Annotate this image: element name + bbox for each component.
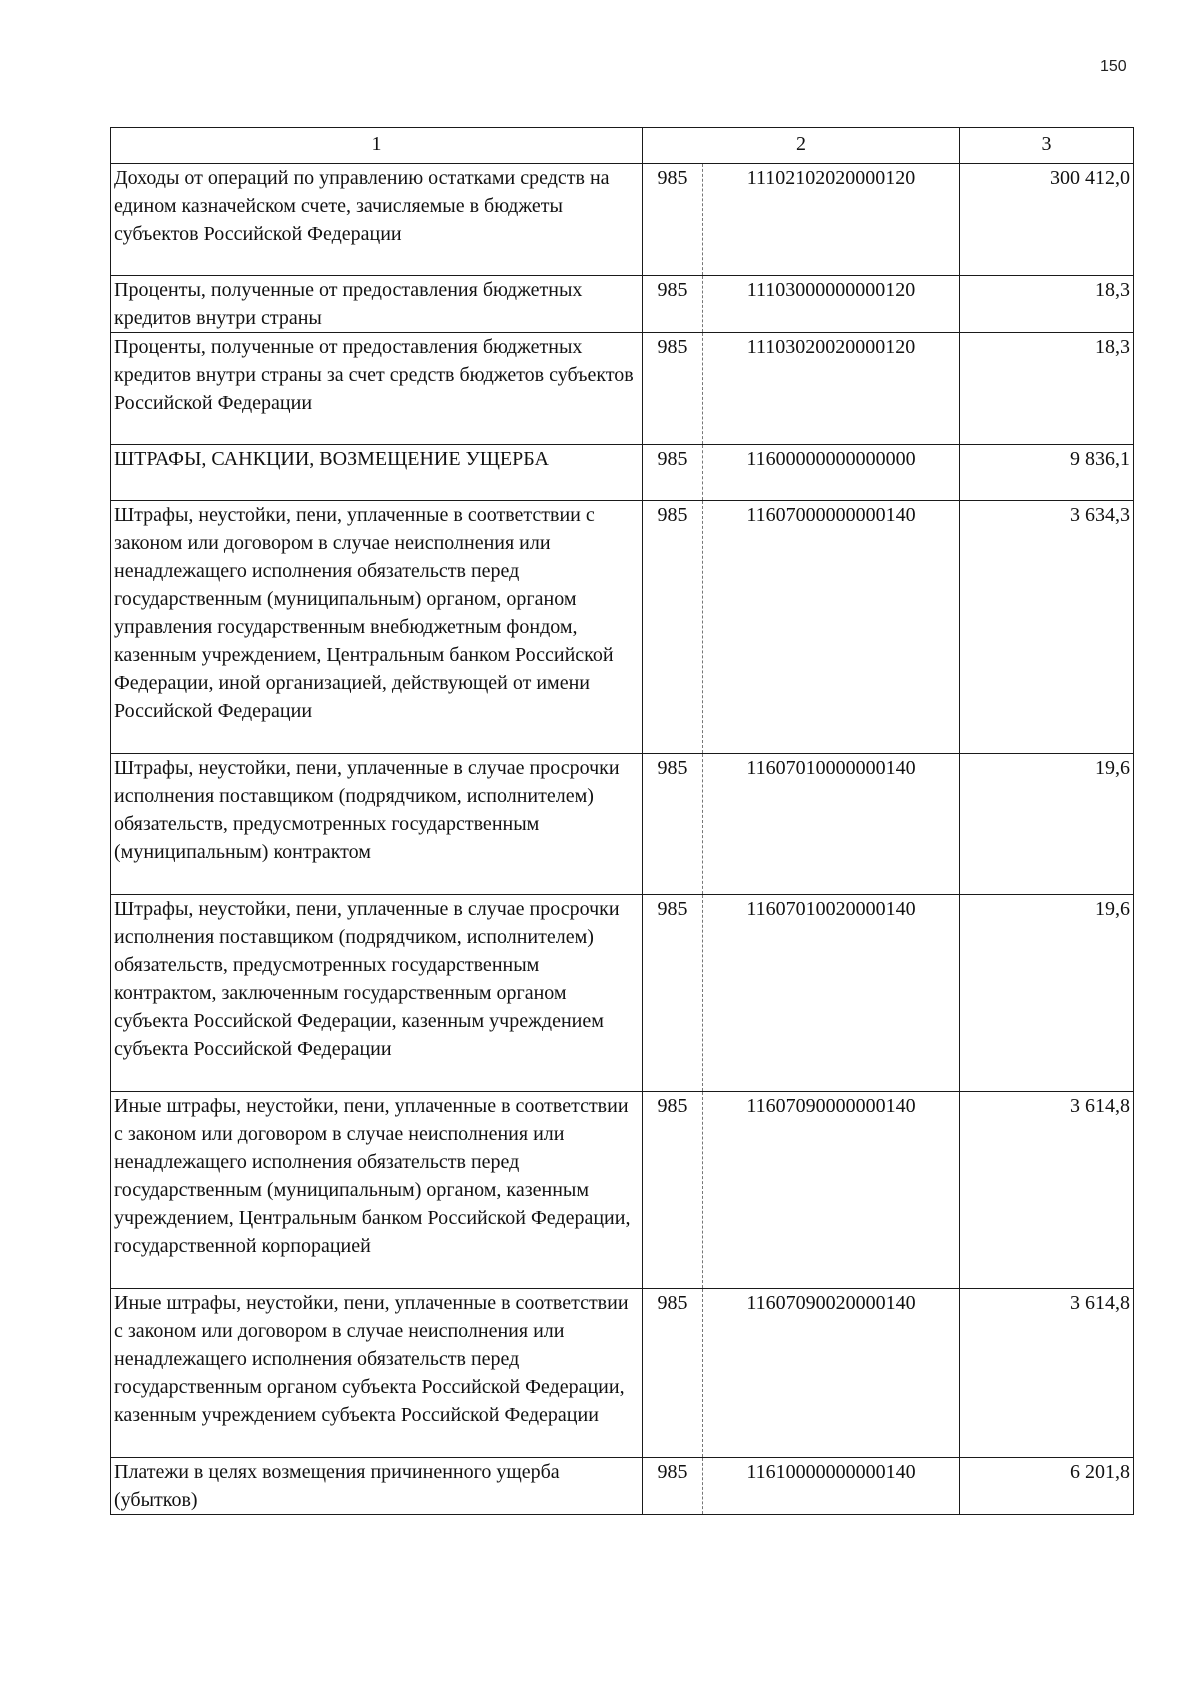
row-amount: 300 412,0	[960, 164, 1134, 276]
row-amount: 6 201,8	[960, 1458, 1134, 1515]
table-row	[111, 445, 1134, 501]
row-name: Проценты, полученные от предоставления бюджетных кредитов внутри страны за счет средств бюджетов субъектов Российской Федерации	[111, 333, 643, 445]
row-amount: 19,6	[960, 754, 1134, 895]
table-row	[111, 276, 1134, 333]
row-budget-code: 11103020020000120	[703, 333, 960, 445]
header-col-3: 3	[960, 128, 1134, 164]
row-admin-code: 985	[643, 501, 703, 754]
row-admin-code: 985	[643, 754, 703, 895]
row-budget-code: 11607090000000140	[703, 1092, 960, 1289]
row-budget-code: 11607000000000140	[703, 501, 960, 754]
row-name: ШТРАФЫ, САНКЦИИ, ВОЗМЕЩЕНИЕ УЩЕРБА	[111, 445, 643, 501]
row-name: Штрафы, неустойки, пени, уплаченные в случае просрочки исполнения поставщиком (подрядчиком, исполнителем) обязательств, предусмотренных государственным контрактом, заключенным государственным органом субъекта Российской Федерации, казенным учреждением субъекта Российской Федерации	[111, 895, 643, 1092]
row-amount: 18,3	[960, 276, 1134, 333]
row-admin-code: 985	[643, 1458, 703, 1515]
row-budget-code: 11610000000000140	[703, 1458, 960, 1515]
header-col-2: 2	[643, 128, 960, 164]
row-amount: 18,3	[960, 333, 1134, 445]
page-number: 150	[1100, 58, 1127, 75]
row-admin-code: 985	[643, 445, 703, 501]
row-budget-code: 11102102020000120	[703, 164, 960, 276]
table-row	[111, 754, 1134, 895]
row-name: Иные штрафы, неустойки, пени, уплаченные в соответствии с законом или договором в случае неисполнения или ненадлежащего исполнения обязательств перед государственным (муниципальным) органом, казенным учреждением, Центральным банком Российской Федерации, государственной корпорацией	[111, 1092, 643, 1289]
row-budget-code: 11600000000000000	[703, 445, 960, 501]
table-row	[111, 895, 1134, 1092]
row-amount: 3 634,3	[960, 501, 1134, 754]
row-budget-code: 11103000000000120	[703, 276, 960, 333]
row-name: Иные штрафы, неустойки, пени, уплаченные в соответствии с законом или договором в случае неисполнения или ненадлежащего исполнения обязательств перед государственным органом субъекта Российской Федерации, казенным учреждением субъекта Российской Федерации	[111, 1289, 643, 1458]
table-row	[111, 1289, 1134, 1458]
row-amount: 9 836,1	[960, 445, 1134, 501]
row-name: Штрафы, неустойки, пени, уплаченные в случае просрочки исполнения поставщиком (подрядчиком, исполнителем) обязательств, предусмотренных государственным (муниципальным) контрактом	[111, 754, 643, 895]
row-admin-code: 985	[643, 276, 703, 333]
row-budget-code: 11607010000000140	[703, 754, 960, 895]
row-amount: 3 614,8	[960, 1092, 1134, 1289]
row-amount: 3 614,8	[960, 1289, 1134, 1458]
table-row	[111, 1458, 1134, 1515]
table-row	[111, 501, 1134, 754]
row-name: Платежи в целях возмещения причиненного ущерба (убытков)	[111, 1458, 643, 1515]
row-name: Проценты, полученные от предоставления бюджетных кредитов внутри страны	[111, 276, 643, 333]
row-name: Доходы от операций по управлению остатками средств на едином казначейском счете, зачисляемые в бюджеты субъектов Российской Федерации	[111, 164, 643, 276]
row-admin-code: 985	[643, 1289, 703, 1458]
table-header-row	[111, 128, 1134, 164]
table-row	[111, 333, 1134, 445]
row-admin-code: 985	[643, 1092, 703, 1289]
table-row	[111, 1092, 1134, 1289]
row-admin-code: 985	[643, 895, 703, 1092]
table-row	[111, 164, 1134, 276]
row-admin-code: 985	[643, 164, 703, 276]
revenue-table	[110, 127, 1134, 1515]
row-budget-code: 11607010020000140	[703, 895, 960, 1092]
row-budget-code: 11607090020000140	[703, 1289, 960, 1458]
row-admin-code: 985	[643, 333, 703, 445]
header-col-1: 1	[111, 128, 643, 164]
row-amount: 19,6	[960, 895, 1134, 1092]
row-name: Штрафы, неустойки, пени, уплаченные в соответствии с законом или договором в случае неисполнения или ненадлежащего исполнения обязательств перед государственным (муниципальным) органом, органом управления государственным внебюджетным фондом, казенным учреждением, Центральным банком Российской Федерации, иной организацией, действующей от имени Российской Федерации	[111, 501, 643, 754]
